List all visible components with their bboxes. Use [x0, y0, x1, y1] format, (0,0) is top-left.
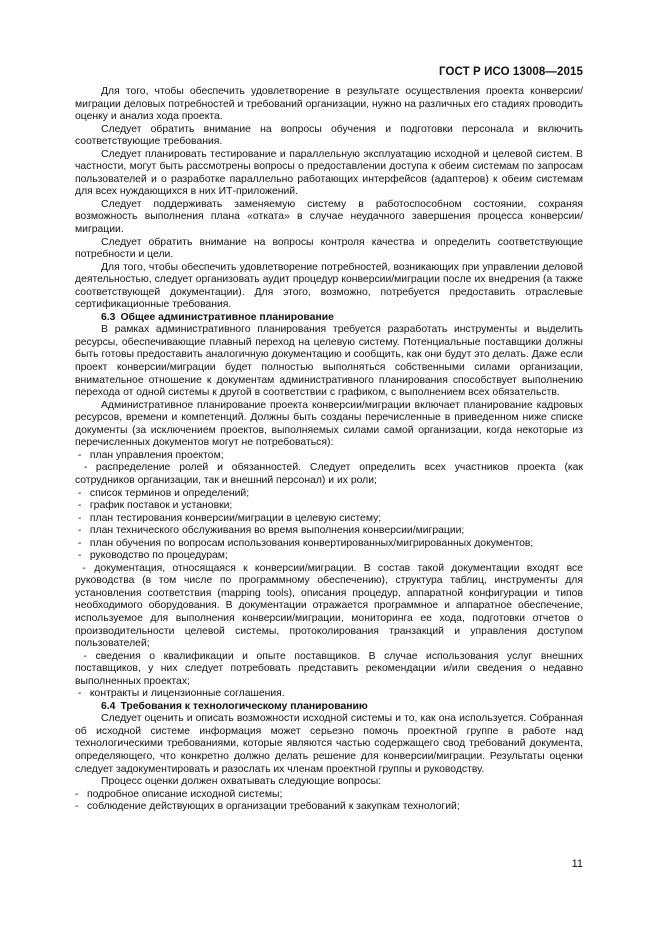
document-list	[75, 450, 583, 701]
list-item: - соблюдение действующих в организации требований к закупкам технологий;	[75, 801, 460, 813]
paragraph: Для того, чтобы обеспечить удовлетворение в результате осуществления проекта конверсии/миграции деловых потребностей и требований организации, нужно на различных его стадиях проводить оценку и анализ хода проекта.	[75, 86, 583, 123]
paragraph: Следует обратить внимание на вопросы контроля качества и определить соответствующие потребности и цели.	[75, 236, 583, 261]
list-item: - контракты и лицензионные соглашения.	[77, 688, 285, 700]
paragraph: Следует поддерживать заменяемую систему в работоспособном состоянии, сохраняя возможность выполнения плана «отката» в случае неудачного завершения процесса конверсии/миграции.	[75, 198, 583, 236]
paragraph: В рамках административного планирования требуется разработать инструменты и выделить ресурсы, обеспечивающие плавный переход на целевую систему. Потенциальные поставщики должны быть готовы предоставить аналогичную документацию и сообщить, как они будут это делать. Даже если проект конверсии/миграции будет полностью выполняться собственными силами организации, внимательное отношение к документам административного планирования способствует выполнению перехода от одной системы к другой в соответствии с графиком, с выполнением всех обязательств.	[75, 324, 583, 399]
list-item: - план технического обслуживания во время выполнения конверсии/миграции;	[77, 525, 465, 537]
paragraph: Процесс оценки должен охватывать следующие вопросы:	[101, 776, 382, 788]
list-item: - документация, относящаяся к конверсии/миграции. В состав такой документации входят все руководства (в том числе по программному обеспечению), структура таблиц, инструменты для установления соответствия (mapping tools), описания процедур, аппаратной конфигурации и типов необходимого оборудования. В документации отражается программное и аппаратное обеспечение, используемое для выполнения конверсии/миграции, мониторинга ее хода, подготовки отчетов о производительности целевой системы, протоколирования транзакций и управления доступом пользователей;	[75, 562, 583, 650]
list-item: - руководство по процедурам;	[77, 550, 228, 562]
list-item: - распределение ролей и обязанностей. Следует определить всех участников проекта (как сотрудников организации, так и внешний персонал) и их роли;	[75, 462, 583, 486]
list-item: - список терминов и определений;	[77, 487, 250, 499]
paragraph: Административное планирование проекта конверсии/миграции включает планирование кадровых ресурсов, времени и компетенций. Должны быть созданы перечисленные в приведенном ниже списке документы (за исключением проектов, выполняемых силами самой организации, когда некоторые из перечисленных документов могут не потребоваться):	[75, 399, 583, 449]
list-item: - подробное описание исходной системы;	[75, 788, 283, 800]
page-number: 11	[571, 858, 583, 870]
list-item: - сведения о квалификации и опыте поставщиков. В случае использования услуг внешних поставщиков, у них следует потребовать представить рекомендации и/или сведения о недавно выполненных проектах;	[75, 650, 583, 687]
section-heading-6-3	[75, 312, 583, 325]
document-list	[75, 789, 583, 814]
section-heading-6-4	[75, 701, 583, 714]
document-body	[75, 86, 583, 814]
paragraph: Для того, чтобы обеспечить удовлетворение потребностей, возникающих при управлении деловой деятельностью, следует организовать аудит процедур конверсии/миграции после их внедрения (а также соответствующей документации). Для этого, возможно, потребуется предоставить отраслевые сертификационные требования.	[75, 261, 583, 311]
standard-header: ГОСТ Р ИСО 13008—2015	[438, 66, 583, 78]
section-title: Общее административное планирование	[120, 311, 334, 323]
paragraph: Следует обратить внимание на вопросы обучения и подготовки персонала и включить соответствующие требования.	[75, 123, 583, 148]
list-item: - план управления проектом;	[77, 449, 224, 461]
list-item: - план обучения по вопросам использования конвертированных/мигрированных документов;	[77, 537, 534, 549]
list-item: - график поставок и установки;	[77, 500, 233, 512]
paragraph: Следует оценить и описать возможности исходной системы и то, как она используется. Собранная об исходной системе информация может серьезно помочь проектной группе в работе над технологическими требованиями, которые являются частью содержащего свод требований документа, определяющего, что конкретно должно делать решение для конверсии/миграции. Результаты оценки следует задокументировать и разослать их членам проектной группы и руководству.	[75, 713, 583, 775]
section-number: 6.4	[101, 700, 116, 712]
list-item: - план тестирования конверсии/миграции в целевую систему;	[77, 512, 382, 524]
paragraph: Следует планировать тестирование и параллельную эксплуатацию исходной и целевой систем. В частности, могут быть рассмотрены вопросы о предоставлении доступа к обеим системам по запросам пользователей и о разработке параллельно работающих интерфейсов (адаптеров) к обеим системам для всех нуждающихся в них ИТ-приложений.	[75, 148, 583, 198]
section-title: Требования к технологическому планированию	[120, 700, 368, 712]
section-number: 6.3	[101, 311, 116, 323]
